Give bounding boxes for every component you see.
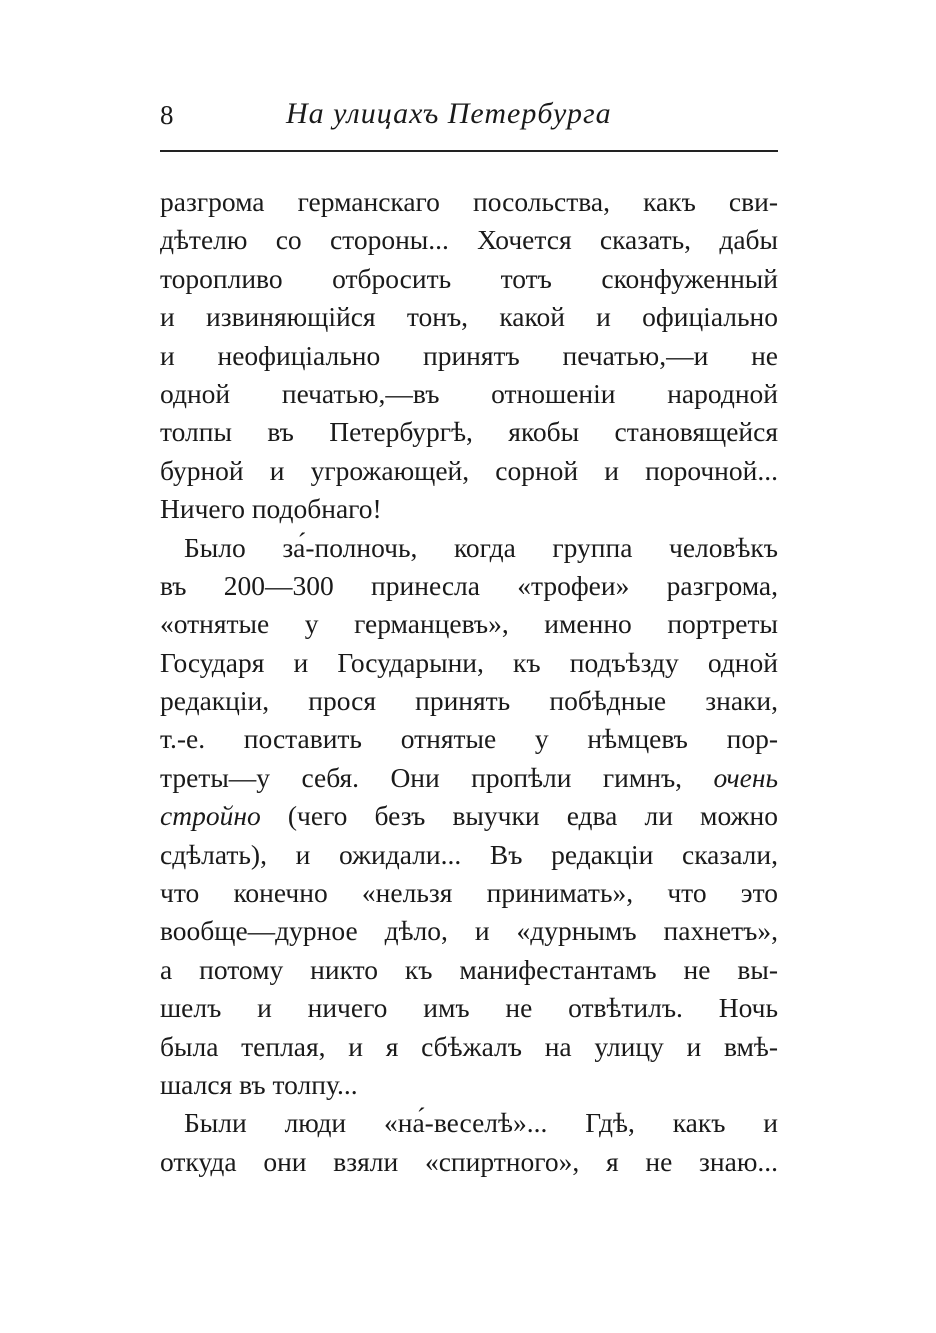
paragraph-2 bbox=[160, 529, 778, 1105]
paragraph-1 bbox=[160, 183, 778, 529]
text-line: Государя и Государыни, къ подъѣзду одной bbox=[160, 646, 778, 678]
text-line: Были люди «на́-веселѣ»... Гдѣ, какъ и bbox=[184, 1107, 778, 1139]
text-line: «отнятые у германцевъ», именно портреты bbox=[160, 608, 778, 640]
text-line: Ничего подобнаго! bbox=[160, 493, 382, 525]
text-line: и неофиціально принятъ печатью,—и не bbox=[160, 339, 778, 371]
text-line: бурной и угрожающей, сорной и порочной... bbox=[160, 454, 778, 486]
text-line: редакціи, прося принять побѣдные знаки, bbox=[160, 685, 778, 717]
text-line: треты—у себя. Они пропѣли гимнъ, очень bbox=[160, 761, 778, 793]
text-line: въ 200—300 принесла «трофеи» разгрома, bbox=[160, 569, 778, 601]
paragraph-3 bbox=[160, 1104, 778, 1181]
text-line: толпы въ Петербургѣ, якобы становящейся bbox=[160, 416, 778, 448]
text-line: дѣтелю со стороны... Хочется сказать, дабы bbox=[160, 224, 778, 256]
text-line: сдѣлать), и ожидали... Въ редакціи сказали, bbox=[160, 838, 778, 870]
text-line: торопливо отбросить тотъ сконфуженный bbox=[160, 262, 778, 294]
text-line: т.-е. поставить отнятые у нѣмцевъ пор- bbox=[160, 723, 778, 755]
text-line: что конечно «нельзя принимать», что это bbox=[160, 877, 778, 909]
text-line: Было за́-полночь, когда группа человѣкъ bbox=[184, 531, 778, 563]
text-line: стройно (чего безъ выучки едва ли можно bbox=[160, 800, 778, 832]
body-text bbox=[160, 183, 778, 1181]
text-line: откуда они взяли «спиртного», я не знаю... bbox=[160, 1145, 778, 1177]
text-line: разгрома германскаго посольства, какъ сви- bbox=[160, 186, 778, 217]
text-line: шелъ и ничего имъ не отвѣтилъ. Ночь bbox=[160, 992, 778, 1024]
page-header bbox=[160, 92, 778, 138]
running-title: На улицахъ Петербурга bbox=[286, 97, 612, 130]
page-number: 8 bbox=[160, 100, 174, 130]
text-line: вообще—дурное дѣло, и «дурнымъ пахнетъ», bbox=[160, 915, 778, 947]
text-line: одной печатью,—въ отношеніи народной bbox=[160, 377, 778, 409]
text-line: и извиняющійся тонъ, какой и офиціально bbox=[160, 301, 778, 333]
text-line: шался въ толпу... bbox=[160, 1068, 358, 1100]
text-line: а потому никто къ манифестантамъ не вы- bbox=[160, 953, 778, 985]
header-divider bbox=[160, 150, 778, 152]
text-line: была теплая, и я сбѣжалъ на улицу и вмѣ- bbox=[160, 1030, 778, 1062]
